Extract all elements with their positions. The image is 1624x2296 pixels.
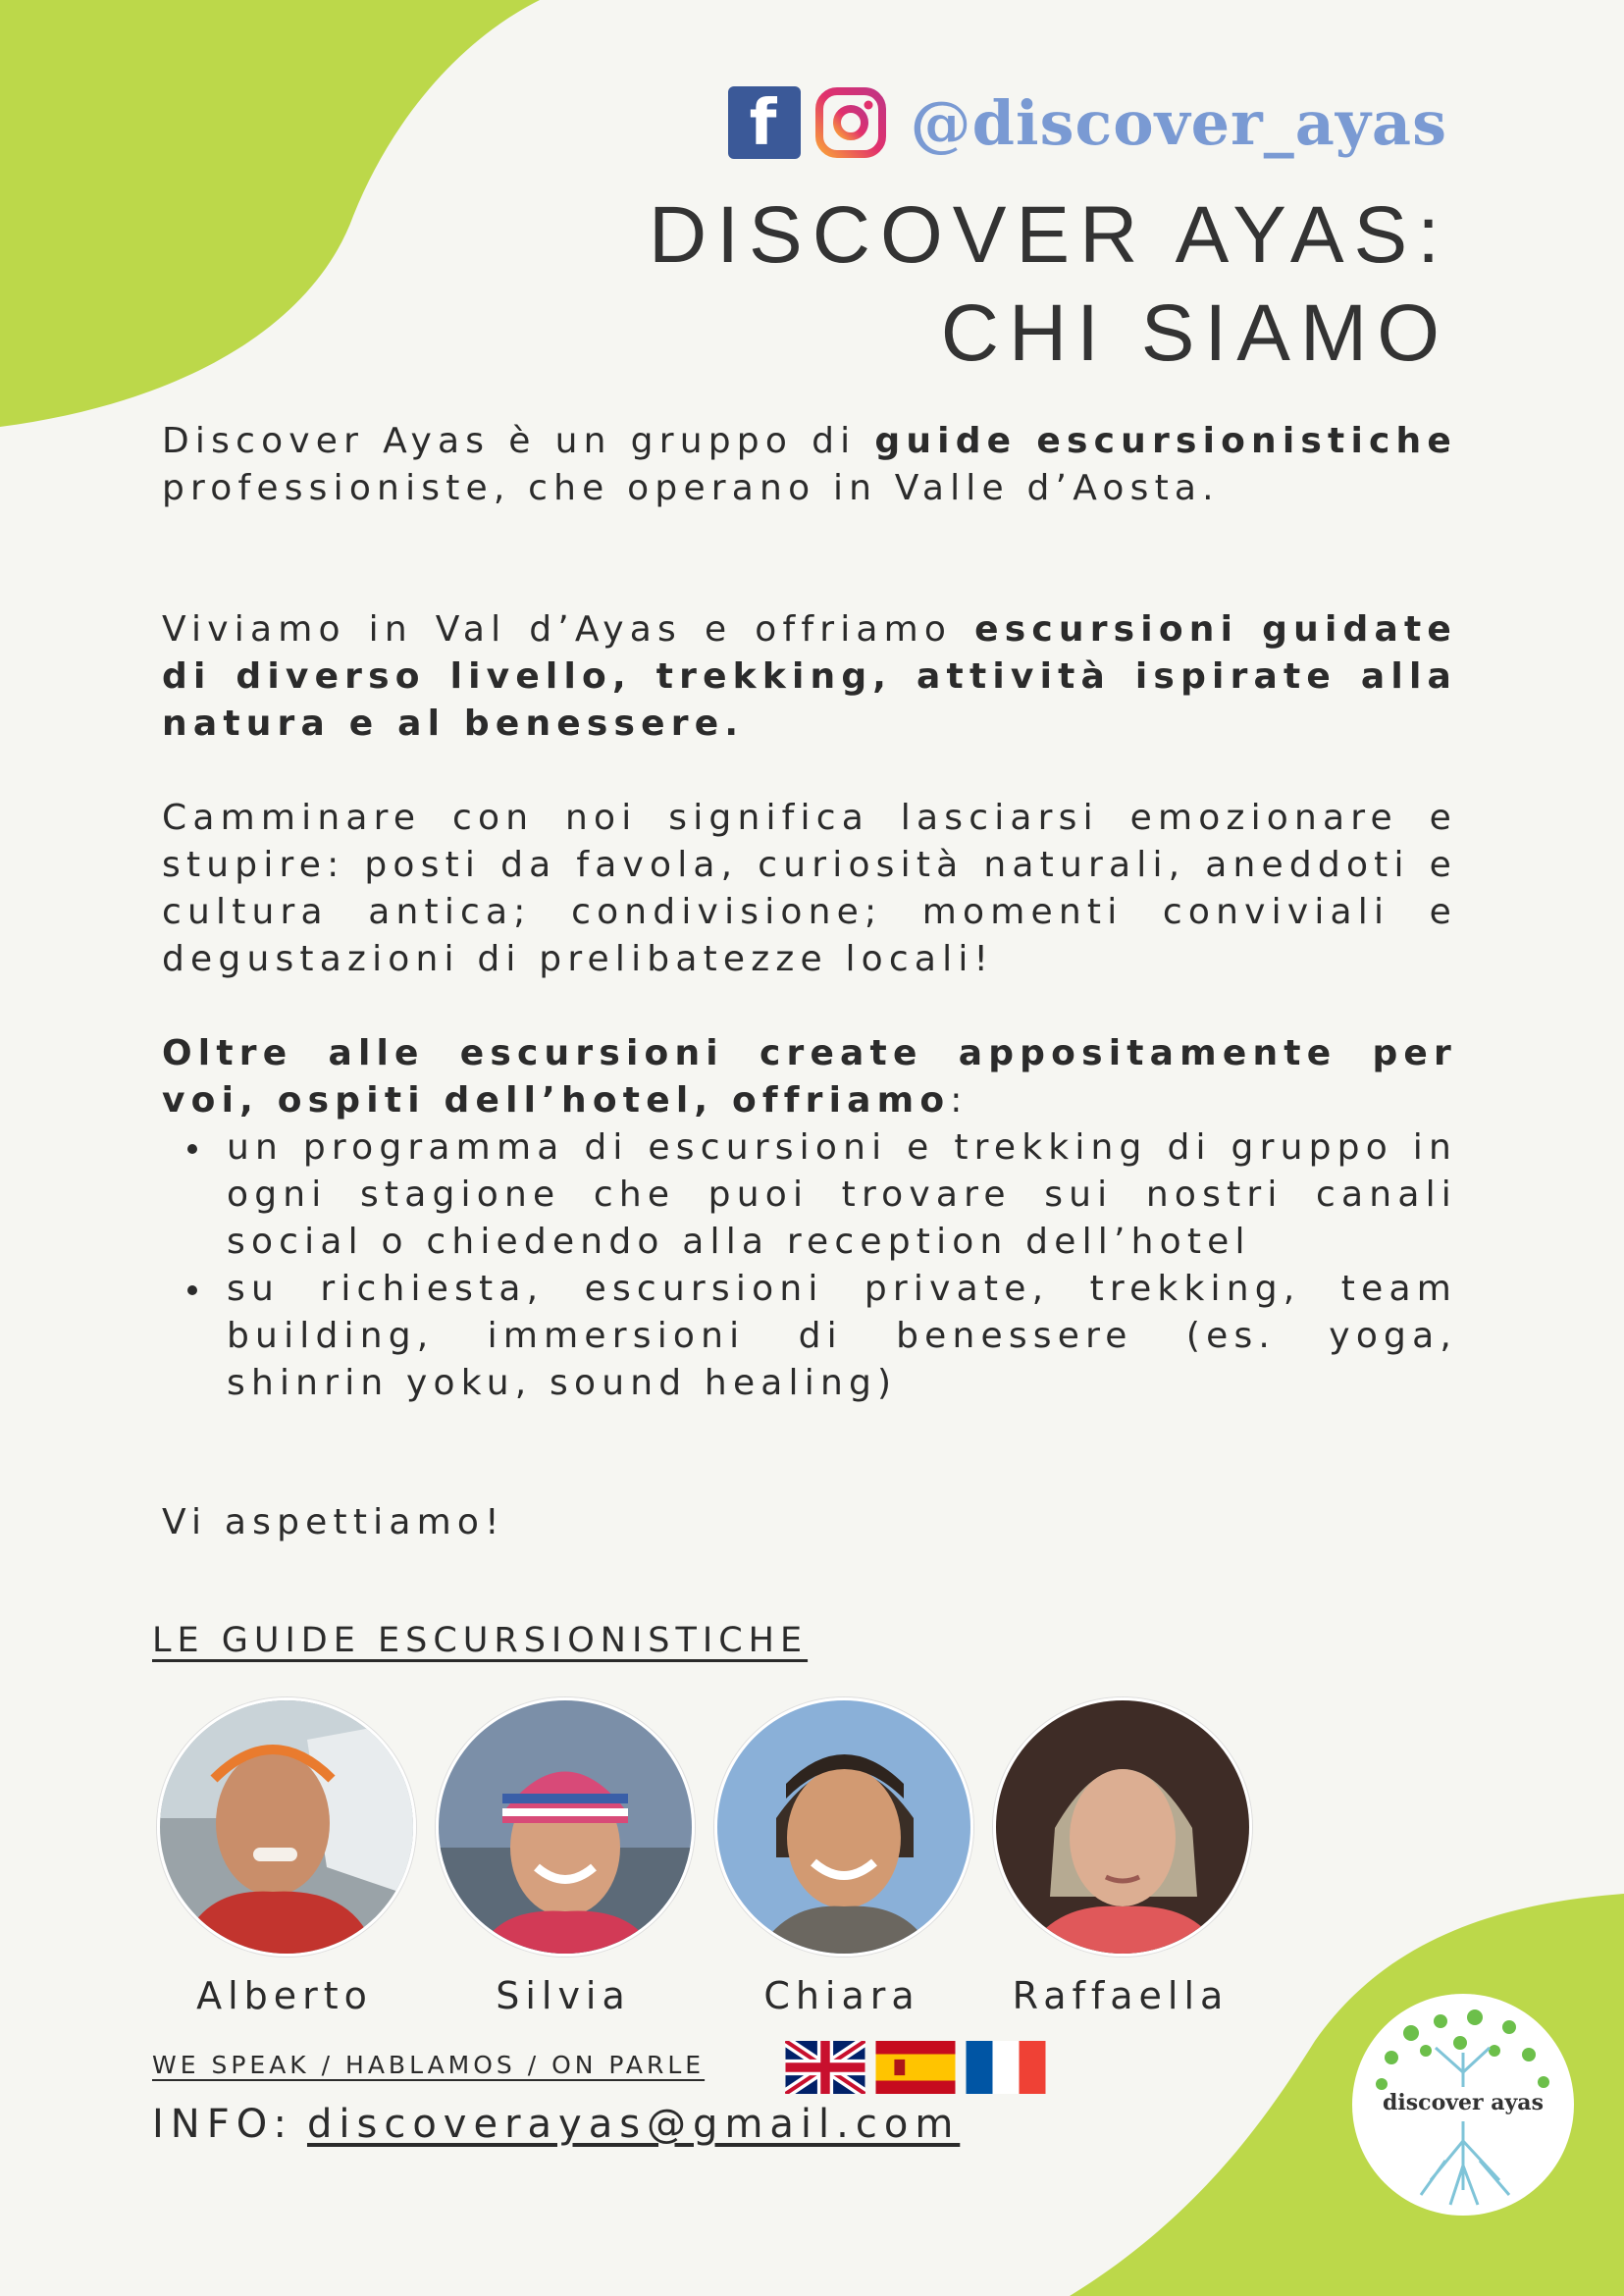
closing-line: [162, 1499, 1457, 1546]
p4-colon: :: [950, 1080, 969, 1121]
p4-text-bold: Oltre alle escursioni create appositamente per voi, ospiti dell’hotel, offriamo: [162, 1033, 1457, 1121]
contact-info: [152, 2102, 960, 2147]
intro-paragraph-4: [162, 1030, 1457, 1407]
p5-text: Vi aspettiamo!: [162, 1502, 505, 1542]
intro-paragraph-3: [162, 795, 1457, 983]
guide-name: Raffaella: [1012, 1974, 1230, 2017]
guide-name: Silvia: [496, 1974, 631, 2017]
guide-name: Alberto: [196, 1974, 373, 2017]
top-left-green-shape: [0, 0, 550, 432]
offer-list: [162, 1124, 1457, 1407]
instagram-icon[interactable]: [814, 86, 887, 159]
email-link[interactable]: discoverayas@gmail.com: [306, 2102, 961, 2147]
social-handle[interactable]: @discover_ayas: [910, 86, 1447, 159]
avatar-silvia: [436, 1697, 695, 1957]
discover-ayas-logo: [1352, 1994, 1574, 2216]
intro-paragraph-2: [162, 606, 1457, 748]
info-label: INFO:: [152, 2102, 293, 2147]
p1-text-bold: guide escursionistiche: [874, 421, 1457, 461]
title-line-1: DISCOVER AYAS:: [649, 190, 1449, 280]
p2-text-a: Viviamo in Val d’Ayas e offriamo: [162, 609, 975, 650]
list-item: un programma di escursioni e trekking di gruppo in ogni stagione che puoi trovare sui nostri canali social o chiedendo alla reception dell’hotel: [162, 1124, 1457, 1266]
france-flag-icon: [966, 2041, 1046, 2094]
avatar-raffaella: [993, 1697, 1252, 1957]
list-item: su richiesta, escursioni private, trekking, team building, immersioni di benessere (es. yoga, shinrin yoku, sound healing): [162, 1266, 1457, 1407]
logo-text: discover ayas: [1383, 2090, 1544, 2115]
guide-name: Chiara: [763, 1974, 920, 2017]
facebook-icon[interactable]: f: [728, 86, 801, 159]
p1-text-a: Discover Ayas è un gruppo di: [162, 421, 875, 461]
social-header: [728, 86, 1447, 159]
page-title: [649, 186, 1449, 383]
p1-text-c: professioniste, che operano in Valle d’Aosta.: [162, 468, 1220, 508]
p3-text: Camminare con noi significa lasciarsi emozionare e stupire: posti da favola, curiosità naturali, aneddoti e cultura antica; condivisione; momenti conviviali e degustazioni di prelibatezze locali!: [162, 798, 1457, 979]
p2-text-bold: escursioni guidate di diverso livello, trekking, attività ispirate alla natura e al benessere.: [162, 609, 1457, 744]
spain-flag-icon: [875, 2041, 956, 2094]
guide-card-silvia: [436, 1697, 691, 2017]
title-line-2: CHI SIAMO: [940, 288, 1449, 378]
avatar-chiara: [714, 1697, 973, 1957]
guide-card-chiara: [714, 1697, 969, 2017]
languages-label: WE SPEAK / HABLAMOS / ON PARLE: [152, 2051, 706, 2079]
guide-card-alberto: [157, 1697, 412, 2017]
language-flags: [785, 2041, 1046, 2094]
guides-heading: LE GUIDE ESCURSIONISTICHE: [152, 1621, 809, 1660]
uk-flag-icon: [785, 2041, 865, 2094]
guide-card-raffaella: [993, 1697, 1248, 2017]
intro-paragraph-1: [162, 418, 1457, 512]
avatar-alberto: [157, 1697, 416, 1957]
